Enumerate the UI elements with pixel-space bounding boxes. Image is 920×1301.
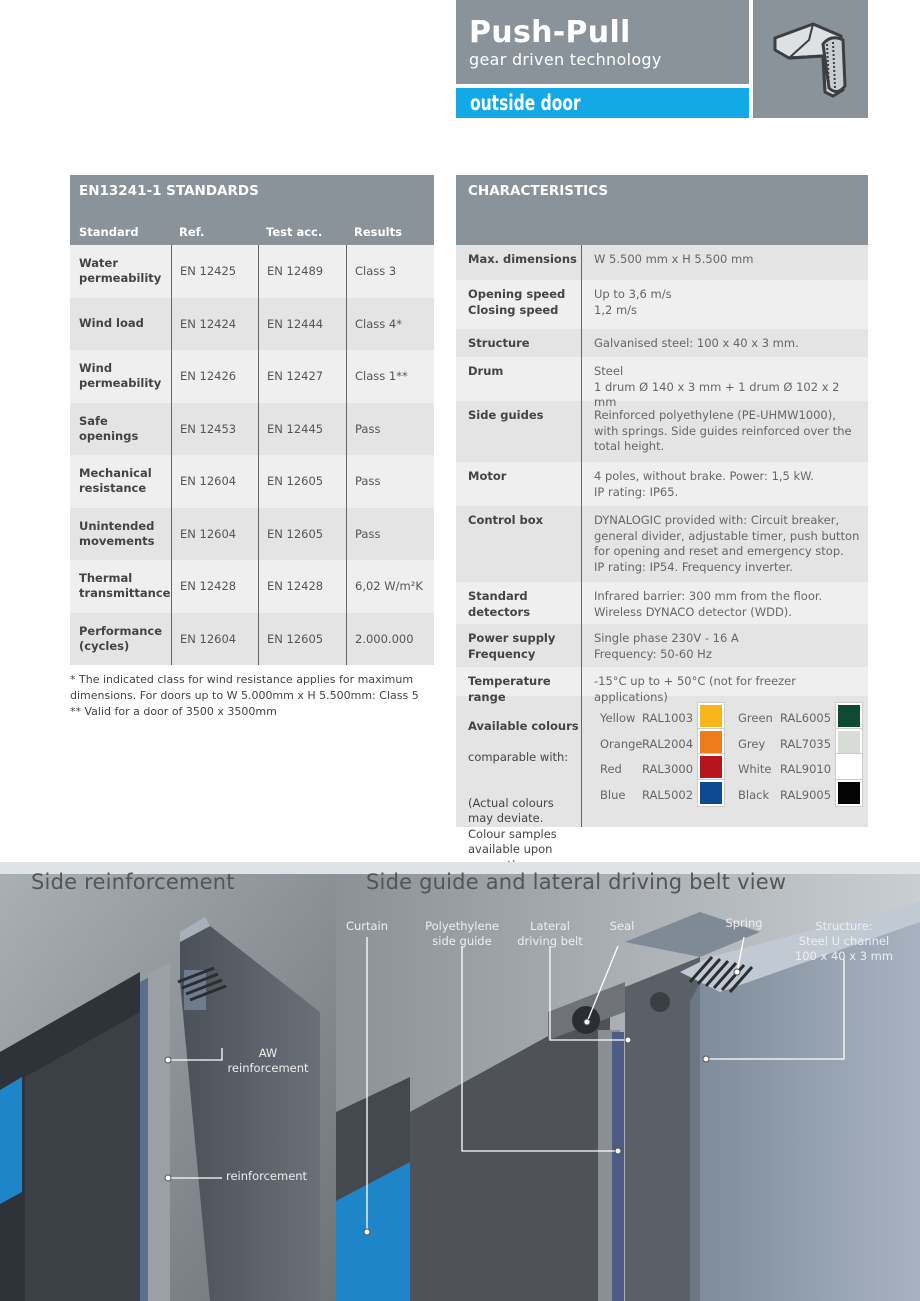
cell-test: EN 12605 — [258, 508, 346, 561]
cell-standard: Water permeability — [79, 256, 162, 286]
cell-result: Pass — [346, 455, 434, 508]
table-row — [456, 624, 868, 667]
colour-name: Black — [738, 787, 770, 802]
cell-result: Class 1** — [346, 350, 434, 403]
colour-chip — [698, 780, 724, 806]
swatch-grid — [594, 703, 860, 827]
row-value: W 5.500 mm x H 5.500 mm — [581, 245, 868, 280]
cell-ref: EN 12426 — [171, 350, 258, 403]
colour-name: Red — [600, 762, 622, 776]
cell-test: EN 12428 — [258, 560, 346, 613]
standards-footnotes — [70, 672, 440, 720]
label-reinforcement: reinforcement — [226, 1169, 308, 1183]
product-type-band — [456, 88, 749, 118]
footnote-1: * The indicated class for wind resistance applies for maximum dimensions. For doors up to W 5.000mm x H 5.500mm: Class 5 — [70, 673, 419, 702]
colour-swatches — [581, 696, 868, 827]
side-reinforcement-title: Side reinforcement — [31, 870, 235, 894]
colour-ral: RAL9010 — [780, 762, 832, 776]
cell-ref: EN 12604 — [171, 613, 258, 666]
cell-ref: EN 12604 — [171, 455, 258, 508]
cell-standard: Safe openings — [79, 413, 139, 443]
cell-ref: EN 12453 — [171, 403, 258, 456]
characteristics-table — [456, 175, 868, 856]
standards-body — [70, 245, 434, 665]
colours-key — [456, 696, 581, 856]
standards-column-headers — [70, 225, 434, 240]
row-key: Control box — [468, 513, 544, 527]
cell-result: 6,02 W/m²K — [346, 560, 434, 613]
table-row — [70, 508, 434, 561]
colour-name: Yellow — [600, 711, 636, 725]
product-title: Push-Pull — [469, 15, 631, 50]
cell-test: EN 12605 — [258, 613, 346, 666]
cell-test: EN 12445 — [258, 403, 346, 456]
row-value: Up to 3,6 m/s 1,2 m/s — [581, 280, 868, 329]
col-ref: Ref. — [179, 225, 205, 239]
colour-chip — [698, 754, 724, 780]
row-value: -15°C up to + 50°C (not for freezer applications) — [581, 667, 868, 696]
product-subtitle: gear driven technology — [469, 50, 662, 69]
cell-standard: Unintended movements — [79, 518, 155, 548]
label-curtain: Curtain — [345, 919, 389, 933]
row-value: 4 poles, without brake. Power: 1,5 kW. IP rating: IP65. — [581, 462, 868, 506]
cell-test: EN 12605 — [258, 455, 346, 508]
gear-profile-icon — [753, 0, 868, 118]
table-row — [70, 403, 434, 456]
cell-standard: Wind load — [79, 316, 144, 331]
characteristics-title: CHARACTERISTICS — [456, 175, 868, 245]
characteristics-body — [456, 245, 868, 856]
colours-key-title: Available colours — [468, 718, 579, 733]
cell-ref: EN 12604 — [171, 508, 258, 561]
table-row — [456, 506, 868, 582]
colours-note: (Actual colours may deviate. Colour samples available upon — [468, 795, 557, 856]
standards-table — [70, 175, 434, 665]
row-value: Reinforced polyethylene (PE-UHMW1000), with springs. Side guides reinforced over the total height. — [581, 401, 868, 462]
cell-test: EN 12444 — [258, 298, 346, 351]
colour-chip — [836, 754, 862, 780]
cell-result: 2.000.000 — [346, 613, 434, 666]
row-value: Steel 1 drum Ø 140 x 3 mm + 1 drum Ø 102 x 2 mm — [581, 357, 868, 401]
table-row — [456, 245, 868, 280]
standards-header — [70, 175, 434, 245]
table-row — [456, 667, 868, 704]
row-value: Infrared barrier: 300 mm from the floor. Wireless DYNACO detector (WDD). — [581, 582, 868, 624]
col-test: Test acc. — [266, 225, 323, 239]
cell-standard: Wind permeability — [79, 361, 162, 391]
product-type-label: outside door — [470, 91, 581, 115]
row-key: Max. dimensions — [468, 252, 577, 266]
colour-ral: RAL1003 — [642, 711, 694, 725]
label-lateral-driving-belt: Lateral driving belt — [517, 919, 583, 948]
label-aw-reinforcement: AW reinforcement — [227, 1046, 309, 1075]
cell-result: Pass — [346, 508, 434, 561]
table-row — [70, 613, 434, 666]
colour-chip — [836, 780, 862, 806]
colour-ral: RAL9005 — [780, 787, 832, 802]
colour-name: Blue — [600, 787, 626, 802]
cell-standard: Thermal transmittance — [79, 571, 171, 601]
col-standard: Standard — [79, 225, 139, 239]
row-key: Motor — [468, 469, 507, 483]
table-row — [456, 401, 868, 462]
table-row — [456, 357, 868, 409]
product-title-panel — [456, 0, 749, 84]
row-key: Drum — [468, 364, 504, 378]
colour-chip — [836, 729, 862, 755]
colour-chip — [836, 703, 862, 729]
table-row — [70, 245, 434, 298]
colours-row — [456, 696, 868, 856]
table-row — [70, 560, 434, 613]
side-guide-title: Side guide and lateral driving belt view — [366, 870, 787, 894]
label-spring: Spring — [725, 916, 763, 930]
cell-result: Pass — [346, 403, 434, 456]
cell-ref: EN 12425 — [171, 245, 258, 298]
colour-ral: RAL2004 — [642, 736, 694, 751]
row-key: Standard detectors — [468, 589, 531, 619]
cell-test: EN 12427 — [258, 350, 346, 403]
colour-name: Grey — [738, 736, 766, 751]
row-key: Structure — [468, 336, 530, 350]
colour-name: Orange — [600, 736, 643, 751]
footnote-2: ** Valid for a door of 3500 x 3500mm — [70, 705, 277, 718]
cell-ref: EN 12428 — [171, 560, 258, 613]
cell-result: Class 3 — [346, 245, 434, 298]
table-row — [70, 350, 434, 403]
cell-standard: Performance (cycles) — [79, 623, 163, 653]
colour-ral: RAL6005 — [780, 711, 832, 725]
colour-name: Green — [738, 711, 773, 725]
row-key: Side guides — [468, 408, 544, 422]
row-value: Galvanised steel: 100 x 40 x 3 mm. — [581, 329, 868, 357]
colour-chip — [698, 729, 724, 755]
table-row — [70, 455, 434, 508]
label-structure: Structure: Steel U channel 100 x 40 x 3 mm — [794, 919, 894, 963]
colour-name: White — [738, 762, 772, 776]
row-key: Opening speed Closing speed — [468, 287, 566, 317]
table-row — [456, 280, 868, 329]
colour-ral: RAL5002 — [642, 787, 694, 802]
table-row — [70, 298, 434, 351]
table-row — [456, 582, 868, 624]
cell-test: EN 12489 — [258, 245, 346, 298]
col-results: Results — [354, 225, 402, 239]
colour-chip — [698, 703, 724, 729]
cell-standard: Mechanical resistance — [79, 466, 152, 496]
row-key: Power supply Frequency — [468, 631, 556, 661]
colour-ral: RAL3000 — [642, 762, 694, 776]
label-seal: Seal — [609, 919, 635, 933]
cell-ref: EN 12424 — [171, 298, 258, 351]
table-row — [456, 462, 868, 506]
colours-key-sub: comparable with: — [468, 749, 569, 764]
colour-ral: RAL7035 — [780, 736, 832, 751]
standards-title: EN13241-1 STANDARDS — [79, 183, 259, 199]
row-key: Temperature range — [468, 674, 551, 704]
cell-result: Class 4* — [346, 298, 434, 351]
table-row — [456, 329, 868, 357]
label-polyethylene-side-guide: Polyethylene side guide — [425, 919, 499, 948]
row-value: Single phase 230V - 16 A Frequency: 50-60 Hz — [581, 624, 868, 667]
row-value: DYNALOGIC provided with: Circuit breaker, general divider, adjustable timer, push button for opening and reset and emergency stop. IP rating: IP54. Frequency inverter. — [581, 506, 868, 582]
